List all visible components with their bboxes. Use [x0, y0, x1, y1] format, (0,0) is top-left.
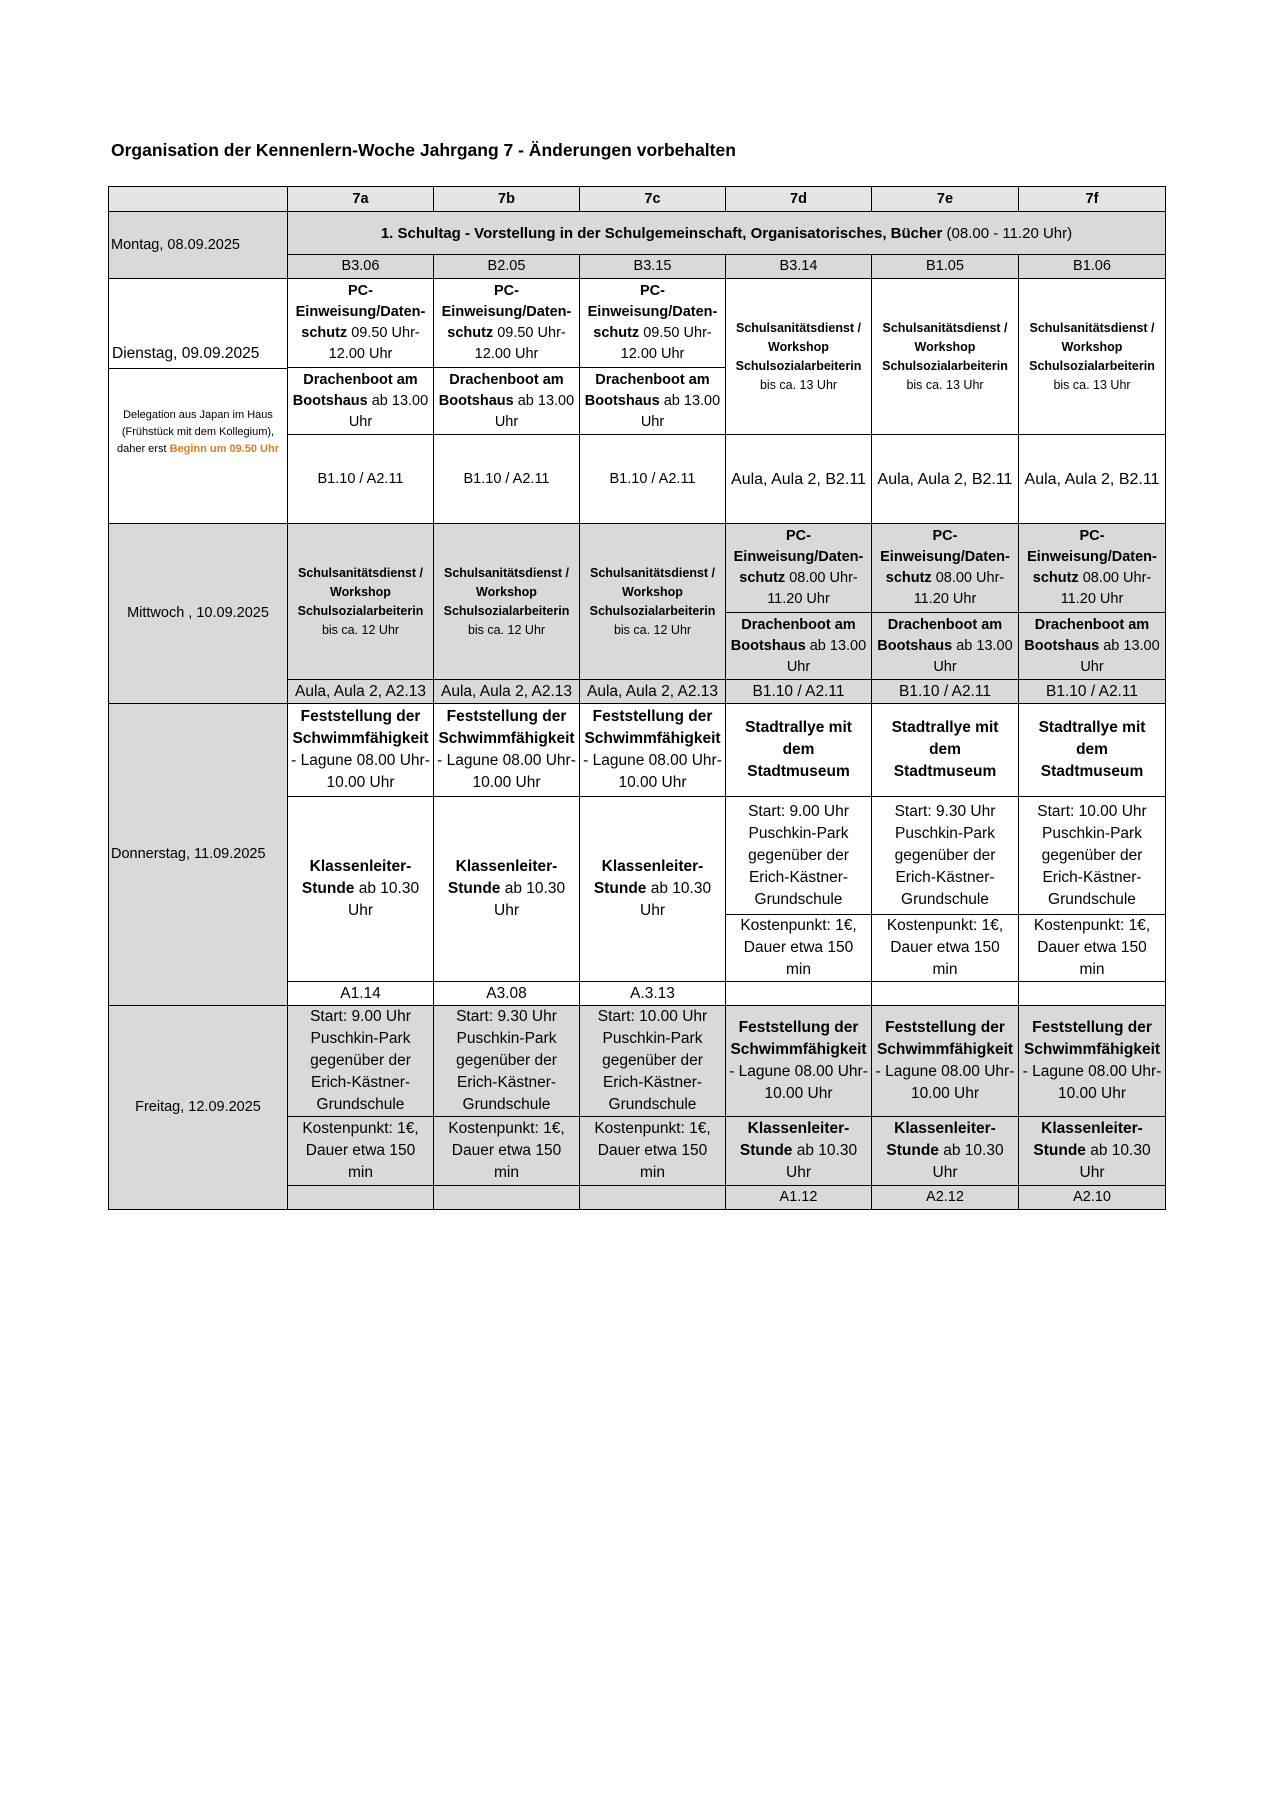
wednesday-7e-boat: [872, 613, 1019, 680]
tuesday-note-highlight: Beginn um 09.50 Uhr: [169, 442, 279, 455]
wednesday-7a-san: [288, 524, 434, 680]
wednesday-7d-pc: [726, 524, 872, 613]
wednesday-7c-san: [580, 524, 726, 680]
thursday-7d-rally: Stadtrallye mit dem Stadtmuseum: [726, 704, 872, 797]
day-thursday: Donnerstag, 11.09.2025: [109, 704, 288, 1006]
activity-title: Drachenboot am Bootshaus: [584, 371, 710, 409]
activity-time: ab 10.30 Uhr: [640, 880, 712, 919]
friday-7c-start: Start: 10.00 Uhr Puschkin-Park gegenüber der Erich-Kästner-Grundschule: [580, 1006, 726, 1117]
activity-title: Klassenleiter-Stunde: [886, 1120, 996, 1159]
activity-title: Klassenleiter-Stunde: [593, 858, 704, 897]
thursday-7e-cost: Kostenpunkt: 1€, Dauer etwa 150 min: [872, 915, 1019, 982]
room-cell: B3.14: [726, 255, 872, 279]
room-cell: A1.14: [288, 982, 434, 1006]
tuesday-7c-pc: [580, 279, 726, 368]
room-cell: A2.12: [872, 1186, 1019, 1210]
day-tuesday: Dienstag, 09.09.2025: [112, 344, 260, 362]
class-header-7c: 7c: [580, 187, 726, 212]
room-cell: A1.12: [726, 1186, 872, 1210]
activity-title: Drachenboot am Bootshaus: [438, 371, 564, 409]
tuesday-7f-san: [1019, 279, 1166, 435]
activity-title: PC-Einweisung/Daten-schutz: [880, 528, 1010, 586]
room-cell: Aula, Aula 2, A2.13: [580, 680, 726, 704]
thursday-7d-cost: Kostenpunkt: 1€, Dauer etwa 150 min: [726, 915, 872, 982]
activity-time: ab 10.30 Uhr: [348, 880, 420, 919]
tuesday-7d-san: [726, 279, 872, 435]
thursday-7b-kl: [434, 797, 580, 982]
thursday-7d-start: Start: 9.00 Uhr Puschkin-Park gegenüber der Erich-Kästner-Grundschule: [726, 797, 872, 915]
activity-title: Feststellung der Schwimmfähigkeit: [438, 708, 575, 747]
tuesday-7c-boat: [580, 368, 726, 435]
activity-time: bis ca. 12 Uhr: [467, 622, 546, 637]
friday-7c-cost: Kostenpunkt: 1€, Dauer etwa 150 min: [580, 1117, 726, 1186]
room-cell: [1019, 982, 1166, 1006]
activity-title: PC-Einweisung/Daten-schutz: [587, 283, 718, 341]
day-friday: Freitag, 12.09.2025: [109, 1006, 288, 1210]
activity-title: PC-Einweisung/Daten-schutz: [295, 283, 426, 341]
activity-title: Feststellung der Schwimmfähigkeit: [584, 708, 721, 747]
friday-7f-swim: [1019, 1006, 1166, 1117]
tuesday-row-1: [109, 279, 1166, 368]
room-cell: B3.06: [288, 255, 434, 279]
activity-time: 09.50 Uhr-12.00 Uhr: [474, 325, 566, 362]
room-cell: [434, 1186, 580, 1210]
room-cell: B1.10 / A2.11: [434, 435, 580, 524]
activity-time: 09.50 Uhr-12.00 Uhr: [620, 325, 712, 362]
activity-title: Feststellung der Schwimmfähigkeit: [292, 708, 429, 747]
activity-title: Schulsanitätsdienst / Workshop Schulsozialarbeiterin: [735, 320, 862, 373]
friday-row-1: [109, 1006, 1166, 1117]
activity-title: PC-Einweisung/Daten-schutz: [1027, 528, 1157, 586]
class-header-7e: 7e: [872, 187, 1019, 212]
activity-time: ab 13.00 Uhr: [786, 637, 867, 675]
thursday-7e-rally: Stadtrallye mit dem Stadtmuseum: [872, 704, 1019, 797]
activity-title: Klassenleiter-Stunde: [301, 858, 412, 897]
activity-time: - Lagune 08.00 Uhr-10.00 Uhr: [1022, 1063, 1162, 1102]
room-cell: Aula, Aula 2, A2.13: [288, 680, 434, 704]
activity-title: Drachenboot am Bootshaus: [292, 371, 418, 409]
activity-title: Schulsanitätsdienst / Workshop Schulsozialarbeiterin: [882, 320, 1008, 373]
room-cell: B3.15: [580, 255, 726, 279]
friday-7d-kl: [726, 1117, 872, 1186]
wednesday-7d-boat: [726, 613, 872, 680]
tuesday-7b-pc: [434, 279, 580, 368]
wednesday-7b-san: [434, 524, 580, 680]
friday-7a-cost: Kostenpunkt: 1€, Dauer etwa 150 min: [288, 1117, 434, 1186]
thursday-7e-start: Start: 9.30 Uhr Puschkin-Park gegenüber der Erich-Kästner-Grundschule: [872, 797, 1019, 915]
tuesday-7e-san: [872, 279, 1019, 435]
activity-title: PC-Einweisung/Daten-schutz: [733, 528, 864, 586]
activity-title: Drachenboot am Bootshaus: [877, 616, 1003, 654]
thursday-7c-swim: [580, 704, 726, 797]
room-cell: B1.10 / A2.11: [580, 435, 726, 524]
tuesday-7b-boat: [434, 368, 580, 435]
activity-title: Drachenboot am Bootshaus: [730, 616, 856, 654]
activity-time: bis ca. 12 Uhr: [613, 622, 692, 637]
day-monday: Montag, 08.09.2025: [109, 212, 288, 279]
friday-7b-start: Start: 9.30 Uhr Puschkin-Park gegenüber der Erich-Kästner-Grundschule: [434, 1006, 580, 1117]
wednesday-7f-boat: [1019, 613, 1166, 680]
room-cell: B1.10 / A2.11: [288, 435, 434, 524]
friday-7e-swim: [872, 1006, 1019, 1117]
room-cell: B1.10 / A2.11: [726, 680, 872, 704]
room-cell: B1.10 / A2.11: [1019, 680, 1166, 704]
activity-time: ab 13.00 Uhr: [494, 392, 575, 430]
activity-time: - Lagune 08.00 Uhr-10.00 Uhr: [729, 1063, 868, 1102]
thursday-7f-start: Start: 10.00 Uhr Puschkin-Park gegenüber der Erich-Kästner-Grundschule: [1019, 797, 1166, 915]
wednesday-7e-pc: [872, 524, 1019, 613]
activity-title: Feststellung der Schwimmfähigkeit: [876, 1019, 1014, 1058]
activity-time: bis ca. 13 Uhr: [1053, 377, 1131, 392]
activity-title: Klassenleiter-Stunde: [739, 1120, 850, 1159]
thursday-7a-swim: [288, 704, 434, 797]
activity-time: - Lagune 08.00 Uhr-10.00 Uhr: [583, 752, 722, 791]
wednesday-row-1: [109, 524, 1166, 613]
class-header-row: [109, 187, 1166, 212]
activity-time: - Lagune 08.00 Uhr-10.00 Uhr: [875, 1063, 1015, 1102]
monday-banner-row: [109, 212, 1166, 255]
activity-title: Schulsanitätsdienst / Workshop Schulsozialarbeiterin: [1029, 320, 1155, 373]
schedule-table: [108, 186, 1166, 1210]
room-cell: [872, 982, 1019, 1006]
activity-time: 08.00 Uhr-11.20 Uhr: [1060, 570, 1152, 607]
activity-time: bis ca. 13 Uhr: [906, 377, 984, 392]
room-cell: [580, 1186, 726, 1210]
thursday-row-1: [109, 704, 1166, 797]
thursday-7f-cost: Kostenpunkt: 1€, Dauer etwa 150 min: [1019, 915, 1166, 982]
room-cell: Aula, Aula 2, A2.13: [434, 680, 580, 704]
activity-time: 08.00 Uhr-11.20 Uhr: [913, 570, 1005, 607]
activity-time: 09.50 Uhr-12.00 Uhr: [328, 325, 420, 362]
room-cell: A.3.13: [580, 982, 726, 1006]
activity-time: bis ca. 12 Uhr: [321, 622, 400, 637]
activity-time: ab 13.00 Uhr: [1080, 637, 1160, 675]
monday-banner-time: (08.00 - 11.20 Uhr): [942, 224, 1073, 242]
activity-time: 08.00 Uhr-11.20 Uhr: [767, 570, 858, 607]
activity-title: Feststellung der Schwimmfähigkeit: [1023, 1019, 1161, 1058]
room-cell: Aula, Aula 2, B2.11: [872, 435, 1019, 524]
corner-cell: [109, 187, 288, 212]
tuesday-note-text: Delegation aus Japan im Haus (Frühstück mit dem Kollegium), daher erst: [116, 408, 275, 455]
activity-title: Klassenleiter-Stunde: [447, 858, 558, 897]
activity-time: - Lagune 08.00 Uhr-10.00 Uhr: [437, 752, 576, 791]
tuesday-note: [109, 369, 287, 522]
room-cell: [288, 1186, 434, 1210]
activity-time: - Lagune 08.00 Uhr-10.00 Uhr: [291, 752, 430, 791]
class-header-7f: 7f: [1019, 187, 1166, 212]
activity-title: Drachenboot am Bootshaus: [1024, 616, 1150, 654]
monday-banner: [288, 212, 1166, 255]
room-cell: B1.06: [1019, 255, 1166, 279]
activity-time: ab 10.30 Uhr: [1079, 1142, 1151, 1181]
activity-title: PC-Einweisung/Daten-schutz: [441, 283, 572, 341]
room-cell: B1.05: [872, 255, 1019, 279]
room-cell: B1.10 / A2.11: [872, 680, 1019, 704]
activity-time: ab 13.00 Uhr: [933, 637, 1013, 675]
day-wednesday: Mittwoch , 10.09.2025: [109, 524, 288, 704]
activity-time: ab 13.00 Uhr: [640, 392, 721, 430]
class-header-7a: 7a: [288, 187, 434, 212]
activity-title: Feststellung der Schwimmfähigkeit: [730, 1019, 867, 1058]
activity-title: Schulsanitätsdienst / Workshop Schulsozialarbeiterin: [589, 565, 716, 618]
tuesday-7a-boat: [288, 368, 434, 435]
friday-7e-kl: [872, 1117, 1019, 1186]
friday-7a-start: Start: 9.00 Uhr Puschkin-Park gegenüber der Erich-Kästner-Grundschule: [288, 1006, 434, 1117]
thursday-7b-swim: [434, 704, 580, 797]
friday-7b-cost: Kostenpunkt: 1€, Dauer etwa 150 min: [434, 1117, 580, 1186]
tuesday-7a-pc: [288, 279, 434, 368]
friday-7f-kl: [1019, 1117, 1166, 1186]
activity-title: Klassenleiter-Stunde: [1033, 1120, 1143, 1159]
room-cell: Aula, Aula 2, B2.11: [1019, 435, 1166, 524]
activity-time: ab 10.30 Uhr: [786, 1142, 858, 1181]
room-cell: A2.10: [1019, 1186, 1166, 1210]
class-header-7b: 7b: [434, 187, 580, 212]
activity-time: ab 10.30 Uhr: [932, 1142, 1004, 1181]
activity-time: ab 13.00 Uhr: [348, 392, 429, 430]
wednesday-7f-pc: [1019, 524, 1166, 613]
tuesday-day-cell: [109, 279, 288, 524]
activity-time: ab 10.30 Uhr: [494, 880, 566, 919]
activity-time: bis ca. 13 Uhr: [759, 377, 838, 392]
thursday-7a-kl: [288, 797, 434, 982]
document-title: Organisation der Kennenlern-Woche Jahrgang 7 - Änderungen vorbehalten: [111, 140, 736, 160]
activity-title: Schulsanitätsdienst / Workshop Schulsozialarbeiterin: [297, 565, 424, 618]
activity-title: Schulsanitätsdienst / Workshop Schulsozialarbeiterin: [443, 565, 570, 618]
room-cell: A3.08: [434, 982, 580, 1006]
monday-banner-title: 1. Schultag - Vorstellung in der Schulgemeinschaft, Organisatorisches, Bücher: [380, 224, 943, 242]
room-cell: B2.05: [434, 255, 580, 279]
room-cell: [726, 982, 872, 1006]
class-header-7d: 7d: [726, 187, 872, 212]
thursday-7f-rally: Stadtrallye mit dem Stadtmuseum: [1019, 704, 1166, 797]
thursday-7c-kl: [580, 797, 726, 982]
room-cell: Aula, Aula 2, B2.11: [726, 435, 872, 524]
friday-7d-swim: [726, 1006, 872, 1117]
